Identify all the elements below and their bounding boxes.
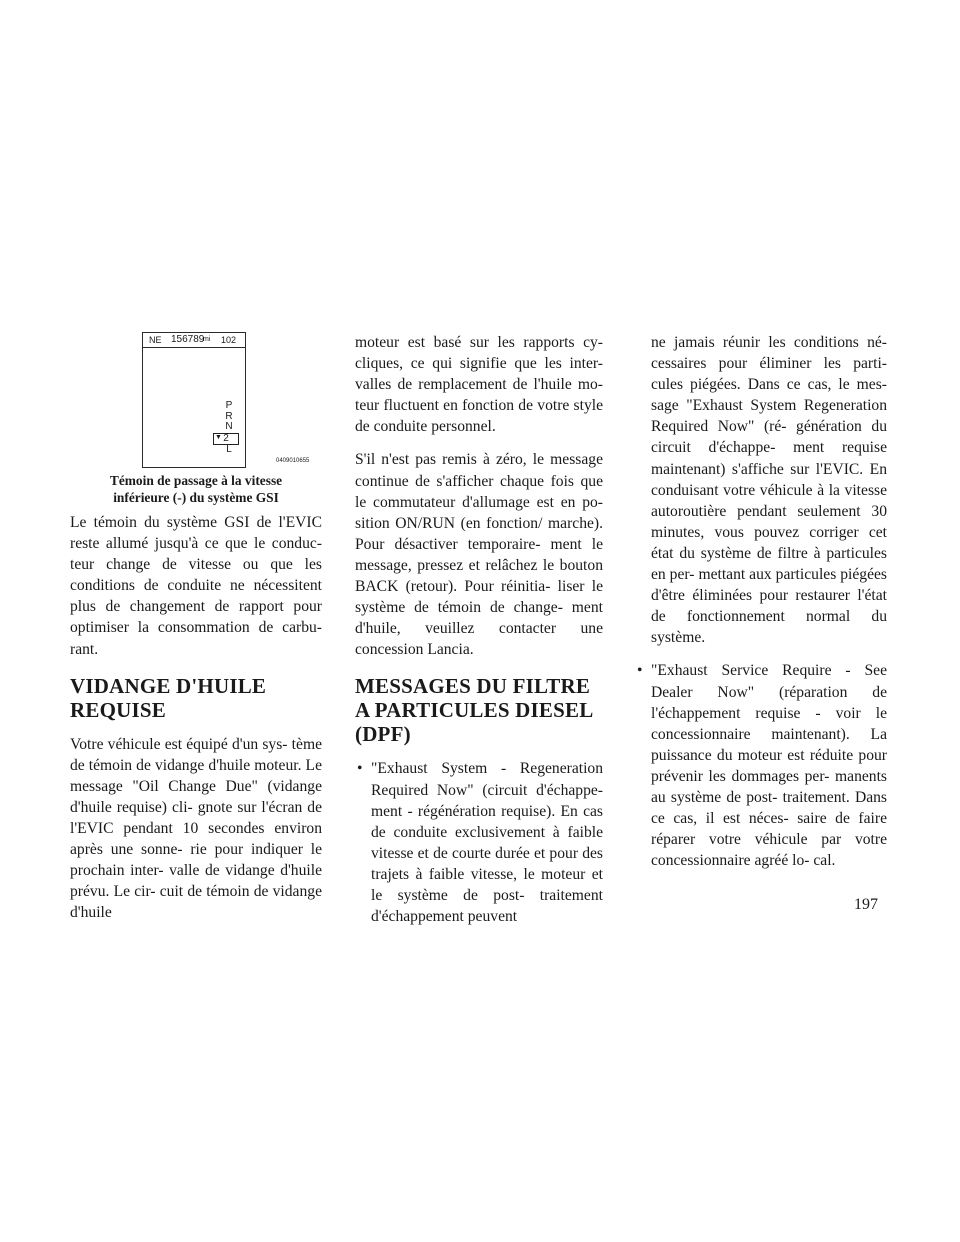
page-number: 197 (854, 896, 878, 913)
paragraph-gsi: Le témoin du système GSI de l'EVIC reste allumé jusqu'à ce que le conduc- teur change de vitesse ou que les conditions de conduite ne nécessitent plus de changement de rapport pour optimiser la consommation de carbu- rant. (70, 514, 322, 658)
bullet-regeneration: "Exhaust System - Regeneration Required Now" (circuit d'échappe- ment - régénération requise). En cas de conduite exclusivement à faible vitesse et de courte durée et pour des trajets à faible vitesse, le moteur et le système de post- traitement d'échappement peuvent (371, 760, 603, 926)
figure-caption (70, 472, 322, 506)
bullet-icon: • (637, 662, 643, 680)
active-gear-label: 2 (223, 432, 229, 444)
bullet-service: "Exhaust Service Require - See Dealer Now" (réparation de l'échappement requise - voir le concessionnaire maintenant). La puissance du moteur est réduite pour prévenir les dommages per- manents au système de post- traitement. Dans ce cas, il est néces- saire de faire réparer votre véhicule par votre concessionnaire agréé lo- cal. (651, 662, 887, 870)
gear-indicator (215, 400, 239, 456)
gear-n: N (225, 421, 233, 432)
downshift-arrow-icon: ▼ (215, 433, 222, 441)
figure-code: 0409010655 (276, 458, 310, 464)
column-right (635, 332, 887, 881)
bullet-icon: • (357, 760, 363, 778)
temperature-reading: 102 (221, 335, 237, 345)
dpf-list-cont (635, 332, 887, 871)
left-text (70, 512, 322, 936)
odometer-reading: 156789 (171, 334, 205, 345)
display-status-bar (143, 333, 245, 348)
heading-oil-change: VIDANGE D'HUILE REQUISE (70, 673, 267, 722)
paragraph-reset: S'il n'est pas remis à zéro, le message continue de s'afficher chaque fois que le commutateur d'allumage est en po- sition ON/RUN (en fonction/ marche). Pour désactiver temporaire- ment le message, pressez et relâchez le bouton BACK (retour). Pour réinitia- liser le système de témoin de change- ment d'huile, veuillez contacter une concession Lancia. (355, 451, 603, 659)
dpf-list-start (355, 758, 603, 927)
list-item (635, 660, 887, 871)
caption-line-1: Témoin de passage à la vitesse (109, 473, 283, 488)
gear-2-active (213, 433, 239, 446)
evic-display (142, 332, 246, 468)
list-item (355, 758, 603, 927)
gear-l: L (226, 444, 232, 455)
column-middle (355, 332, 603, 937)
paragraph-oil-change: Votre véhicule est équipé d'un sys- tème de témoin de vidange d'huile moteur. Le message "Oil Change Due" (vidange d'huile requise) cli- gnote sur l'écran de l'EVIC pendant 10 secondes environ après une sonne- rie pour indiquer le prochain inter- valle de vidange d'huile prévu. Le cir- cuit de témoin de vidange d'huile (70, 735, 322, 922)
bullet-regeneration-continued: ne jamais réunir les conditions né- cessaires pour éliminer les parti- cules piégées. Dans ce cas, le mes- sage "Exhaust System Regeneration Required Now" (ré- génération du circuit d'échappe- ment requise maintenant) s'affiche sur l'EVIC. En conduisant votre véhicule à la vitesse autoroutière pendant seulement 30 minutes, vous pouvez corriger cet état du système de filtre à particules en per- mettant aux particules piégées d'être éliminées pour restaurer l'état de fonctionnement normal du système. (651, 334, 887, 647)
gear-r: R (225, 410, 233, 422)
list-item (635, 332, 887, 648)
odometer-unit: mi (203, 336, 211, 343)
paragraph-oil-cycle: moteur est basé sur les rapports cy- cliques, ce qui signifie que les inter- valles de remplacement de l'huile mo- teur fluctuent en fonction de votre style de conduite personnel. (355, 334, 603, 436)
heading-dpf: MESSAGES DU FILTRE A PARTICULES DIESEL (DPF) (355, 674, 593, 747)
compass-reading: NE (149, 335, 162, 345)
caption-line-2: inférieure (-) du système GSI (113, 490, 279, 505)
gear-p: P (225, 400, 233, 411)
